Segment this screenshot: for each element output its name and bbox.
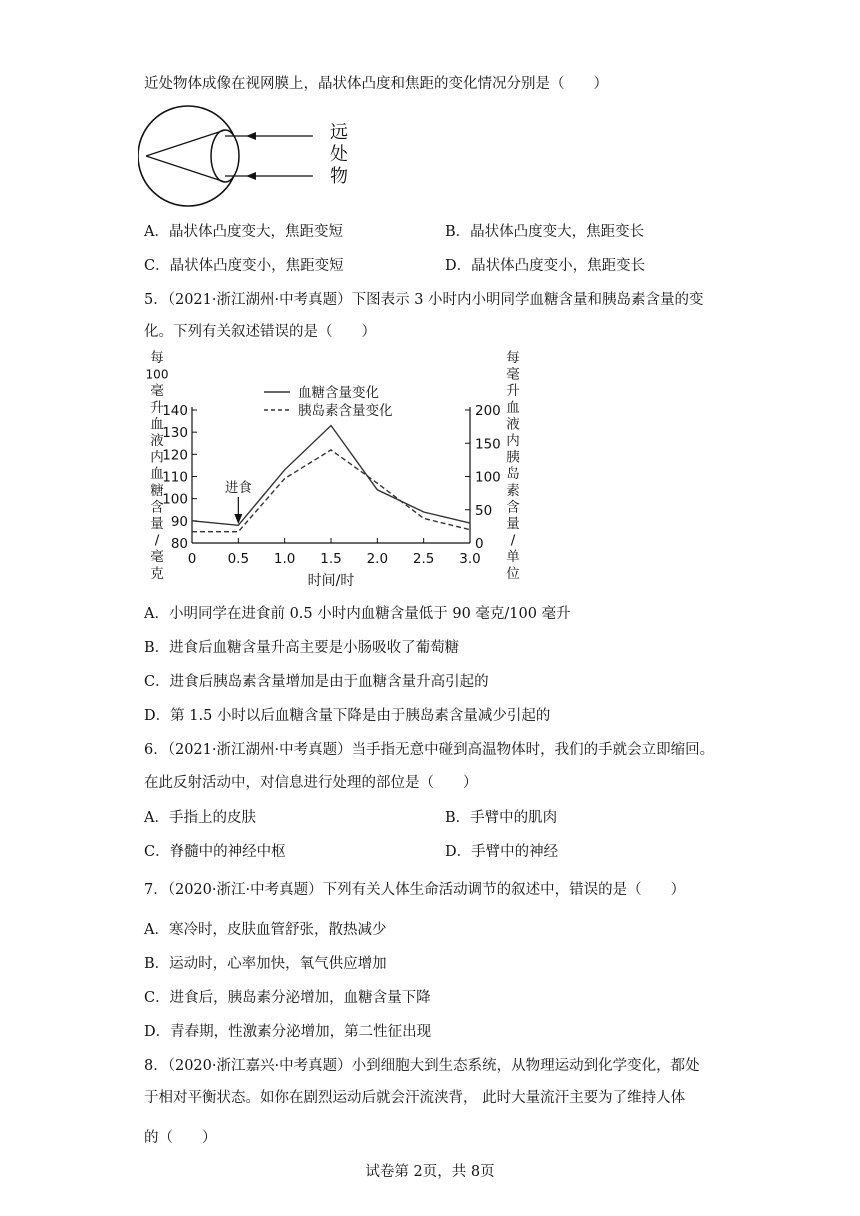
far-object-label-2: 处 xyxy=(330,144,348,165)
page-footer: 试卷第 2页，共 8页 xyxy=(365,1164,495,1180)
q8-stem-line1: 8．（2020·浙江嘉兴·中考真题）小到细胞大到生态系统，从物理运动到化学变化，都处 xyxy=(144,1058,700,1074)
left-y-tick-label: 130 xyxy=(162,425,188,442)
x-tick-label: 2.5 xyxy=(412,551,435,567)
left-axis-label xyxy=(146,350,169,582)
x-tick-label: 2.0 xyxy=(366,551,389,567)
q7-option-a: A．寒冷时，皮肤血管舒张，散热减少 xyxy=(144,922,387,938)
q5-option-b: B．进食后血糖含量升高主要是小肠吸收了葡萄糖 xyxy=(144,640,460,656)
q7-stem: 7．（2020·浙江·中考真题）下列有关人体生命活动调节的叙述中，错误的是（ ） xyxy=(144,882,686,898)
left-axis-label-char: 毫 xyxy=(150,383,164,400)
q8-stem-line2: 于相对平衡状态。如你在剧烈运动后就会汗流浃背， 此时大量流汗主要为了维持人体 xyxy=(144,1090,686,1106)
blood-sugar-insulin-chart xyxy=(140,348,530,594)
left-axis-label-char: 量 xyxy=(150,516,164,532)
q6-stem-line2: 在此反射活动中，对信息进行处理的部位是（ ） xyxy=(144,775,478,791)
q6-option-c: C．脊髓中的神经中枢 xyxy=(144,844,286,860)
q6-option-d: D．手臂中的神经 xyxy=(445,844,559,860)
left-y-tick-label: 100 xyxy=(162,491,188,508)
lens xyxy=(211,130,239,182)
arrow-head-bottom xyxy=(246,172,256,180)
q5-stem-line2: 化。下列有关叙述错误的是（ ） xyxy=(144,324,376,340)
far-object-label-1: 远 xyxy=(330,122,348,143)
right-y-tick-label: 0 xyxy=(475,536,484,552)
right-axis-label-char: 胰 xyxy=(506,449,520,466)
q5-stem-line1: 5．（2021·浙江湖州·中考真题）下图表示 3 小时内小明同学血糖含量和胰岛素含量的变 xyxy=(144,292,704,308)
left-y-tick-label: 90 xyxy=(170,513,188,530)
left-axis-label-char: 克 xyxy=(150,565,164,582)
right-axis-label xyxy=(506,350,520,582)
left-axis-label-char: 升 xyxy=(150,399,164,416)
right-axis-label-char: 液 xyxy=(506,416,520,433)
x-tick-label: 1.5 xyxy=(320,551,342,567)
right-axis-label-char: 血 xyxy=(506,399,520,416)
q4-option-b: B．晶状体凸度变大，焦距变长 xyxy=(445,224,645,240)
left-y-tick-label: 80 xyxy=(170,536,188,552)
right-y-tick-label: 100 xyxy=(475,469,501,486)
right-axis-label-char: 内 xyxy=(506,433,520,449)
q6-stem-line1: 6．（2021·浙江湖州·中考真题）当手指无意中碰到高温物体时，我们的手就会立即缩回。 xyxy=(144,742,715,758)
left-axis-label-char: 液 xyxy=(150,433,164,449)
q5-option-d: D．第 1.5 小时以后血糖含量下降是由于胰岛素含量减少引起的 xyxy=(144,708,551,724)
right-axis-label-char: 单 xyxy=(506,549,520,566)
right-axis-label-char: 毫 xyxy=(506,366,520,383)
left-axis-label-char: / xyxy=(154,532,160,549)
left-y-tick-label: 140 xyxy=(162,403,188,419)
q5-option-c: C．进食后胰岛素含量增加是由于血糖含量升高引起的 xyxy=(144,674,489,690)
left-axis-label-char: 血 xyxy=(150,416,164,433)
q7-option-d: D．青春期，性激素分泌增加，第二性征出现 xyxy=(144,1024,432,1040)
q6-option-b: B．手臂中的肌肉 xyxy=(445,810,558,826)
q4-option-c: C．晶状体凸度变小，焦距变短 xyxy=(144,258,344,274)
q8-stem-line3: 的（ ） xyxy=(144,1130,217,1146)
x-tick-label: 1.0 xyxy=(273,551,296,567)
left-axis-label-char: 含 xyxy=(150,499,164,516)
q4-option-d: D．晶状体凸度变小，焦距变长 xyxy=(445,258,646,274)
q4-option-a: A．晶状体凸度变大，焦距变短 xyxy=(144,224,343,240)
legend-blood-sugar: 血糖含量变化 xyxy=(298,385,379,401)
left-axis-label-char: 糖 xyxy=(150,482,164,499)
q7-option-c: C．进食后，胰岛素分泌增加，血糖含量下降 xyxy=(144,990,431,1006)
left-axis-label-char: 毫 xyxy=(150,549,164,566)
q4-stem: 近处物体成像在视网膜上，晶状体凸度和焦距的变化情况分别是（ ） xyxy=(144,76,608,92)
far-object-label-3: 物 xyxy=(330,166,348,187)
right-axis-label-char: 升 xyxy=(506,383,520,400)
blood-sugar-line xyxy=(192,426,470,526)
left-axis-label-char: 内 xyxy=(150,449,164,466)
right-axis-label-char: 素 xyxy=(506,482,520,499)
right-axis-label-char: 量 xyxy=(506,516,520,532)
right-axis-label-char: 含 xyxy=(506,499,520,516)
meal-annotation: 进食 xyxy=(224,480,252,496)
left-axis-label-char: 每 xyxy=(150,350,164,366)
right-axis-label-char: 位 xyxy=(506,565,520,582)
legend xyxy=(264,384,393,419)
right-y-tick-label: 50 xyxy=(475,502,493,519)
left-y-tick-label: 120 xyxy=(162,447,188,464)
q5-option-a: A．小明同学在进食前 0.5 小时内血糖含量低于 90 毫克/100 毫升 xyxy=(144,606,571,622)
x-tick-label: 0.5 xyxy=(227,551,250,567)
x-tick-label: 3.0 xyxy=(459,551,481,567)
x-tick-label: 0 xyxy=(187,551,197,567)
right-y-tick-label: 200 xyxy=(475,403,501,419)
q6-option-a: A．手指上的皮肤 xyxy=(144,810,256,826)
left-axis-label-char: 血 xyxy=(150,466,164,483)
right-axis-label-char: / xyxy=(510,532,516,549)
arrow-head-top xyxy=(246,132,256,140)
left-axis-label-char: 100 xyxy=(145,367,169,382)
eye-diagram xyxy=(138,98,368,208)
right-axis-label-char: 岛 xyxy=(506,466,520,483)
left-y-tick-label: 110 xyxy=(162,469,188,486)
right-axis-label-char: 每 xyxy=(506,350,520,366)
right-y-tick-label: 150 xyxy=(475,436,501,453)
q7-option-b: B．运动时，心率加快，氧气供应增加 xyxy=(144,956,387,972)
x-axis-title: 时间/时 xyxy=(307,573,355,589)
legend-insulin: 胰岛素含量变化 xyxy=(298,403,393,419)
